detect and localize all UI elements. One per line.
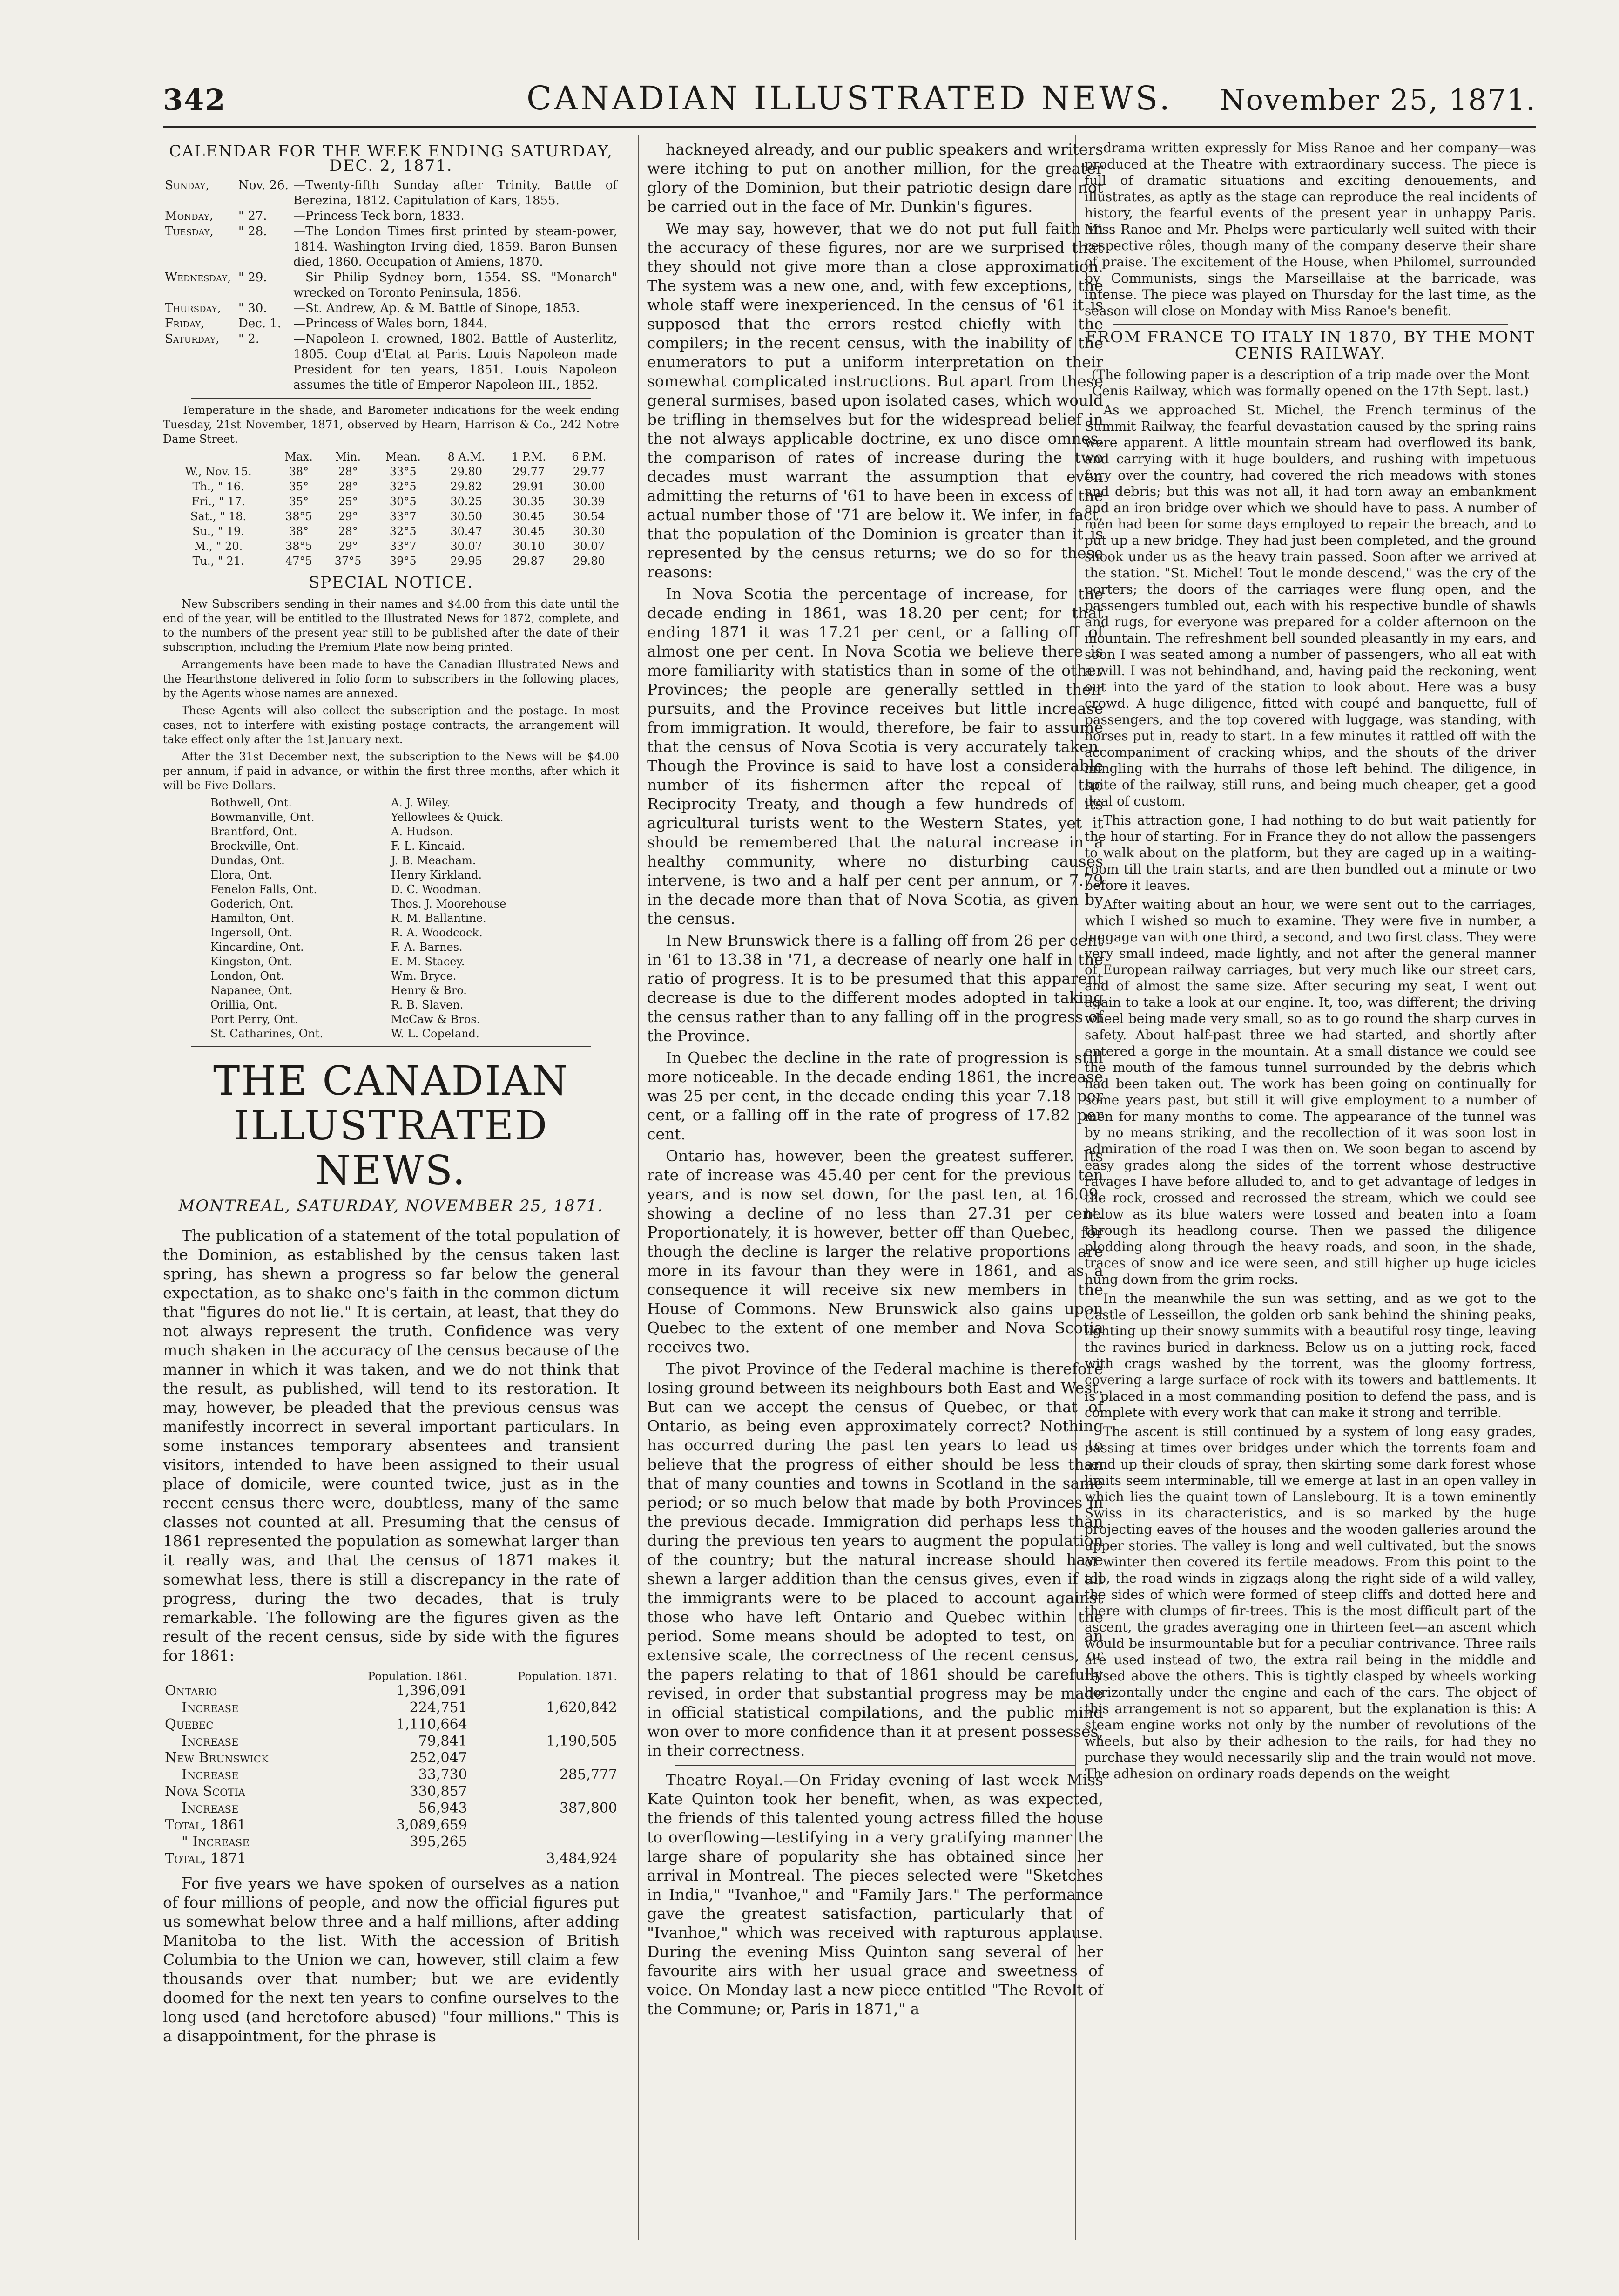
agent-row — [209, 825, 573, 839]
population-label: Increase — [182, 1767, 239, 1783]
population-row — [163, 1733, 619, 1750]
notice-paragraph: Arrangements have been made to have the Canadian Illustrated News and the Hearthstone delivered in folio form to subscribers in the following places, by the Agents whose names are annexed. — [163, 658, 619, 700]
population-row — [163, 1700, 619, 1716]
calendar-row — [163, 178, 619, 209]
weather-cell: 30.45 — [513, 525, 545, 538]
agent-place: Hamilton, Ont. — [210, 912, 295, 925]
population-value — [469, 1716, 619, 1733]
agent-name: A. J. Wiley. — [391, 796, 451, 809]
article-paragraph: In Quebec the decline in the rate of progression is still more noticeable. In the decade ending 1861, the increase was 25 per cent, in the decade ending this year 7.18 per cent, or a falling off in the rate of progress of 17.82 per cent. — [647, 1049, 1103, 1143]
weather-header — [163, 449, 274, 464]
article-paragraph: hackneyed already, and our public speakers and writers were itching to put on another million, for the greater glory of the Dominion, but their patriotic design dare not be carried out in the face of Mr. Dunkin's figures. — [647, 140, 1103, 216]
agent-name: Yellowlees & Quick. — [391, 811, 504, 824]
population-table — [163, 1670, 619, 1867]
running-masthead: CANADIAN ILLUSTRATED NEWS. — [526, 79, 1173, 117]
weather-header: 1 P.M. — [511, 450, 546, 463]
weather-cell: 37°5 — [334, 555, 362, 568]
weather-cell: 30.45 — [513, 510, 545, 523]
weather-row — [163, 509, 619, 524]
weather-cell: 33°5 — [389, 465, 417, 478]
weather-cell: 33°7 — [389, 540, 417, 553]
article-paragraph: In Nova Scotia the percentage of increase, for the decade ending in 1861, was 18.20 per cent; for that ending 1871 it was 17.21 per cent, or a falling off of almost one per cent. In Nova Scotia we believe there is more familiarity with statistics than in some of the other Provinces; the people are generally settled in their pursuits, and the Province receives but little increase from immigration. It would, therefore, be fair to assume that the census of Nova Scotia is very accurately taken. Though the Province is said to have lost a considerable number of its fishermen after the repeal of the Reciprocity Treaty, and though a few hundreds of its agricultural turists went to the Western States, yet it should be remembered that the natural increase in a healthy community, where no disturbing causes intervene, is two and a half per cent per annum, or 7.79 in the decade more than that of Nova Scotia, as given by the census. — [647, 585, 1103, 928]
agent-row — [209, 911, 573, 926]
population-value: 252,047 — [409, 1750, 467, 1766]
agent-name: A. Hudson. — [391, 825, 454, 838]
population-value — [469, 1683, 619, 1700]
agents-list — [209, 796, 573, 1041]
population-row — [163, 1817, 619, 1834]
calendar-row — [163, 301, 619, 316]
population-label: Increase — [182, 1700, 239, 1716]
calendar-date: " 30. — [238, 301, 267, 315]
weather-row — [163, 524, 619, 539]
weather-cell: 30.35 — [513, 495, 545, 508]
agent-name: Henry & Bro. — [391, 984, 467, 997]
population-value — [469, 1783, 619, 1800]
agent-name: Wm. Bryce. — [391, 969, 457, 982]
agent-place: Bothwell, Ont. — [210, 796, 292, 809]
population-value — [469, 1750, 619, 1767]
article-paragraph: After waiting about an hour, we were sent out to the carriages, which I wished so much to examine. They were five in number, a luggage van with one third, a second, and two first class. They were very small indeed, made lightly, and not after the general manner of European railway carriages, but very much like our street cars, and of almost the same size. After securing my seat, I went out again to take a look at our engine. It, too, was different; the driving wheel being made very small, so as to go round the sharp curves in safety. About half-past three we had started, and shortly after entered a gorge in the mountain. At a small distance we could see the mouth of the famous tunnel surrounded by the debris which had been taken out. The work has been going on continually for some years past, but still it will give employment to a number of men for many months to come. The appearance of the tunnel was by no means striking, and the recollection of it was soon lost in admiration of the road I was then on. We soon began to ascend by easy grades along the sides of the torrent whose destructive ravages I have before alluded to, and to get advantage of ledges in the rock, crossed and recrossed the stream, which we could see below as its blue waters were tossed and beaten into a foam through its headlong course. Then we passed the diligence plodding along through the heavy roads, and soon, in the shade, traces of snow and ice were seen, and still higher up huge icicles hung down from the grim rocks. — [1085, 897, 1536, 1287]
weather-cell: 38° — [289, 465, 309, 478]
calendar-row — [163, 332, 619, 393]
calendar-row — [163, 316, 619, 332]
weather-cell: 29.80 — [573, 555, 605, 568]
article-paragraph: The pivot Province of the Federal machine is therefore losing ground between its neighbours both East and West. But can we accept the census of Quebec, or that of Ontario, as being even approximately correct? Nothing has occurred during the past ten years to lead us to believe that the progress of either should be less than that of many counties and towns in Scotland in the same period; or so much below that made by both Provinces in the previous decade. Immigration did perhaps less than during the previous ten years to augment the population of the country; but the natural increase should have shewn a larger addition than the census gives, even if all the immigrants were to be placed to account against those who have left Ontario and Quebec within the period. Some means should be adopted to test, on an extensive scale, the correctness of the recent census, or the papers relating to that of 1861 should be carefully revised, in order that substantial progress may be made in official statistical compilations, and the public mind won over to more confidence than it at present possesses, in their correctness. — [647, 1360, 1103, 1760]
article-paragraph: In the meanwhile the sun was setting, and as we got to the Castle of Lesseillon, the golden orb sank behind the shining peaks, lighting up their snowy summits with a beautiful rosy tinge, leaving the ravines buried in darkness. Below us on a jutting rock, faced with crags washed by the torrent, was the gloomy fortress, covering a large surface of rock with its towers and battlements. It is placed in a most commanding position to defend the pass, and is complete with every work that can make it strong and terrible. — [1085, 1291, 1536, 1420]
weather-cell: M., " 20. — [194, 540, 243, 553]
population-label: New Brunswick — [165, 1750, 269, 1766]
weather-cell: 39°5 — [389, 555, 417, 568]
weather-header: Min. — [335, 450, 361, 463]
calendar-table — [163, 178, 619, 393]
divider — [191, 1046, 591, 1047]
article-paragraph: Ontario has, however, been the greatest sufferer. Its rate of increase was 45.40 per cent for the previous ten years, and is now set down, for the past ten, at 16.09, showing a decline of no less than 27.31 per cent. Proportionately, it is however, better off than Quebec, for though the decline is larger the relative proportions are more in its favour than they were in 1861, and as a consequence it will receive six new members in the House of Commons. New Brunswick also gains upon Quebec to the extent of one member and Nova Scotia receives two. — [647, 1147, 1103, 1356]
agent-name: Thos. J. Moorehouse — [391, 897, 506, 910]
weather-table — [163, 449, 619, 569]
population-value — [469, 1817, 619, 1834]
population-value: 1,620,842 — [546, 1700, 617, 1716]
column-2 — [647, 140, 1103, 2021]
population-label: Increase — [182, 1800, 239, 1816]
agent-row — [209, 1027, 573, 1041]
weather-cell: 35° — [289, 480, 309, 493]
weather-cell: 32°5 — [389, 525, 417, 538]
agent-place: Brantford, Ont. — [210, 825, 297, 838]
population-value — [319, 1850, 469, 1867]
header-rule — [163, 126, 1536, 128]
calendar-entry: —Princess Teck born, 1833. — [293, 209, 465, 223]
agent-name: J. B. Meacham. — [391, 854, 476, 867]
weather-cell: 30.47 — [450, 525, 483, 538]
page-number: 342 — [163, 83, 226, 117]
weather-cell: 30.10 — [513, 540, 545, 553]
weather-cell: 30°5 — [389, 495, 417, 508]
weather-cell: 30.39 — [573, 495, 605, 508]
weather-header: Max. — [284, 450, 313, 463]
article-title: FROM FRANCE TO ITALY IN 1870, BY THE MONT CENIS RAILWAY. — [1085, 328, 1536, 363]
divider — [191, 398, 591, 399]
population-value: 1,110,664 — [396, 1716, 467, 1733]
editorial-body — [163, 1226, 619, 1665]
agent-place: Bowmanville, Ont. — [210, 811, 315, 824]
calendar-entry: —Napoleon I. crowned, 1802. Battle of Austerlitz, 1805. Coup d'Etat at Paris. Louis Napoleon made President for ten years, 1851. Louis Napoleon assumes the title of Emperor Napoleon III., 1852. — [293, 332, 617, 392]
weather-cell: 33°7 — [389, 510, 417, 523]
weather-row — [163, 494, 619, 509]
calendar-row — [163, 224, 619, 270]
agent-row — [209, 1012, 573, 1027]
weather-cell: 25° — [338, 495, 358, 508]
weather-cell: 30.54 — [573, 510, 605, 523]
agent-place: Goderich, Ont. — [210, 897, 294, 910]
calendar-entry: —Sir Philip Sydney born, 1554. SS. "Monarch" wrecked on Toronto Peninsula, 1856. — [293, 271, 617, 300]
calendar-day: Monday, — [165, 209, 213, 223]
population-header — [163, 1670, 319, 1683]
weather-cell: 30.00 — [573, 480, 605, 493]
weather-row — [163, 539, 619, 554]
population-row — [163, 1834, 619, 1850]
population-header: Population. 1861. — [368, 1670, 467, 1683]
weather-cell: 29.77 — [573, 465, 605, 478]
weather-cell: 28° — [338, 525, 358, 538]
agent-place: Ingersoll, Ont. — [210, 926, 292, 939]
population-value: 56,943 — [418, 1800, 467, 1816]
article-paragraph: We may say, however, that we do not put full faith in the accuracy of these figures, nor are we surprised that they should not give more than a close approximation. The system was a new one, and, with few exceptions, the whole staff were inexperienced. In the census of '61 it is supposed that the errors rested chiefly with the compilers; in the recent census, with the inability of the enumerators to put a uniform interpretation on their somewhat complicated instructions. But apart from these general surmises, based upon isolated cases, which would be trifling in themselves but for the widespread belief in the not always applicable doctrine, ex uno disce omnes, the comparison of rates of increase during the two decades must warrant the assumption that even admitting the returns of '61 to have been in excess of the actual number those of '71 are below it. We infer, in fact, that the population of the Dominion is greater than it is represented by the census returns; we do so for these reasons: — [647, 219, 1103, 581]
weather-header: 8 A.M. — [447, 450, 485, 463]
weather-cell: 29.77 — [513, 465, 545, 478]
weather-cell: 29.87 — [513, 555, 545, 568]
weather-row — [163, 479, 619, 494]
agent-row — [209, 955, 573, 969]
article-paragraph: The ascent is still continued by a system of long easy grades, passing at times over bridges under which the torrents foam and send up their clouds of spray, then skirting some dark forest whose limits seem interminable, till we emerge at last in an open valley in which lies the quaint town of Lanslebourg. It is a town eminently Swiss in its characteristics, and is so marked by the huge projecting eaves of the houses and the wooden galleries around the upper stories. The valley is long and well cultivated, but the snows of winter then covered its fertile meadows. From this point to the top, the road winds in zigzags along the right side of a wild valley, the sides of which were formed of steep cliffs and dotted here and there with clumps of fir-trees. This is the most difficult part of the ascent, the grades averaging one in thirteen feet—an ascent which would be insurmountable but for a peculiar contrivance. Three rails are used instead of two, the extra rail being in the middle and raised above the others. This is tightly clasped by wheels working horizontally under the engine and each of the cars. The object of this arrangement is not so apparent, but the explanation is this: A steam engine works not only by the number of revolutions of the wheels, but also by their adhesion to the rails, for had they no purchase they would necessarily slip and the train would not move. The adhesion on ordinary roads depends on the weight — [1085, 1424, 1536, 1781]
calendar-row — [163, 270, 619, 301]
agent-place: London, Ont. — [210, 969, 284, 982]
agent-name: F. A. Barnes. — [391, 941, 463, 954]
population-label: Total, 1871 — [165, 1850, 246, 1867]
calendar-day: Friday, — [165, 317, 205, 331]
weather-cell: 38° — [289, 525, 309, 538]
population-value: 330,857 — [409, 1783, 467, 1800]
agent-place: Brockville, Ont. — [210, 840, 299, 853]
notice-paragraph: New Subscribers sending in their names and $4.00 from this date until the end of the year, will be entitled to the Illustrated News for 1872, complete, and to the numbers of the present year still to be published after the date of their subscription, including the Premium Plate now being printed. — [163, 597, 619, 654]
calendar-date: " 29. — [238, 271, 267, 284]
calendar-title: CALENDAR FOR THE WEEK ENDING SATURDAY, DEC. 2, 1871. — [169, 142, 613, 175]
agent-place: Orillia, Ont. — [210, 998, 277, 1011]
theatre-notice-continued: drama written expressly for Miss Ranoe and her company—was produced at the Theatre with extraordinary success. The piece is full of dramatic situations and exciting denouements, and illustrates, as aptly as the stage can reproduce the real incidents of history, the fearful events of the present year in unhappy Paris. Miss Ranoe and Mr. Phelps were particularly well suited with their respective rôles, though many of the company deserve their share of praise. The excitement of the House, when Philomel, surrounded by Communists, sings the Marseillaise at the barricade, was intense. The piece was played on Thursday for the last time, as the season will close on Monday with Miss Ranoe's benefit. — [1085, 140, 1536, 318]
calendar-entry: —Twenty-fifth Sunday after Trinity. Battle of Berezina, 1812. Capitulation of Kars, 1855. — [293, 178, 617, 208]
weather-cell: Tu., " 21. — [192, 555, 244, 568]
population-label: Quebec — [165, 1716, 214, 1733]
agent-row — [209, 839, 573, 853]
page-header — [163, 75, 1536, 126]
agent-row — [209, 998, 573, 1012]
editorial-body-continued — [163, 1874, 619, 2045]
weather-cell: 47°5 — [285, 555, 312, 568]
census-article-continued — [647, 140, 1103, 1760]
special-notice-title: SPECIAL NOTICE. — [309, 573, 473, 592]
weather-cell: 28° — [338, 480, 358, 493]
weather-header: Mean. — [385, 450, 421, 463]
special-notice-body — [163, 597, 619, 793]
article-paragraph: As we approached St. Michel, the French terminus of the Summit Railway, the fearful devastation caused by the spring rains were apparent. A little mountain stream had overflowed its bank, and carrying with it huge boulders, and rushing with impetuous fury over the country, had covered the rich meadows with stones and debris; but this was not all, it had torn away an embankment and an iron bridge over which we should have to pass. A number of men had been for some days employed to repair the breach, and to put up a new bridge. They had just been completed, and the ground shook under us as the heavy train passed. Soon after we arrived at the station. "St. Michel! Tout le monde descend," was the cry of the porters; the doors of the carriages were flung open, and the passengers tumbled out, each with his respective bundle of shawls and rugs, for everyone was prepared for a colder afternoon on the mountain. The refreshment bell sounded pleasantly in my ears, and soon I was seated among a number of passengers, who all eat with a will. I was not behindhand, and, having paid the reckoning, went out into the yard of the station to look about. Here was a busy crowd. A huge diligence, fitted with coupé and banquette, full of passengers, and the top covered with luggage, was standing, with horses put in, ready to start. In a few minutes it rattled off with the accompaniment of cracking whips, and the shouts of the driver mingling with the hurrahs of those left behind. The diligence, in spite of the railway, still runs, and being much cheaper, get a good deal of custom. — [1085, 402, 1536, 809]
column-3 — [1085, 140, 1536, 1785]
column-divider — [638, 135, 639, 2240]
weather-cell: 30.07 — [450, 540, 483, 553]
population-row — [163, 1850, 619, 1867]
editorial-dateline: MONTREAL, SATURDAY, NOVEMBER 25, 1871. — [178, 1197, 604, 1215]
population-value: 1,396,091 — [396, 1683, 467, 1699]
article-paragraph: In New Brunswick there is a falling off from 26 per cent in '61 to 13.38 in '71, a decrease of nearly one half in the ratio of progress. It is to be presumed that this apparent decrease is due to the different modes adopted in taking the census rather than to any falling off in the progress of the Province. — [647, 931, 1103, 1045]
agent-row — [209, 853, 573, 868]
population-value: 395,265 — [409, 1834, 467, 1850]
agent-row — [209, 810, 573, 825]
agent-row — [209, 926, 573, 940]
agent-row — [209, 969, 573, 983]
population-value: 387,800 — [559, 1800, 617, 1816]
weather-cell: 29° — [338, 540, 358, 553]
weather-cell: 30.25 — [450, 495, 483, 508]
agent-row — [209, 796, 573, 810]
agent-row — [209, 897, 573, 911]
agent-place: Kincardine, Ont. — [210, 941, 304, 954]
population-row — [163, 1750, 619, 1767]
article-paragraph: This attraction gone, I had nothing to do but wait patiently for the hour of starting. For in France they do not allow the passengers to walk about on the platform, but they are caged up in a waiting-room till the train starts, and are then bundled out a minute or two before it leaves. — [1085, 813, 1536, 893]
population-value: 79,841 — [418, 1733, 467, 1749]
agent-name: Henry Kirkland. — [391, 868, 482, 881]
agent-place: Fenelon Falls, Ont. — [210, 883, 317, 896]
population-row — [163, 1683, 619, 1700]
calendar-date: " 27. — [238, 209, 267, 223]
agent-row — [209, 882, 573, 897]
weather-cell: W., Nov. 15. — [185, 465, 252, 478]
agent-name: E. M. Stacey. — [391, 955, 465, 968]
calendar-date: Nov. 26. — [238, 178, 289, 192]
population-row — [163, 1716, 619, 1733]
weather-cell: Sat., " 18. — [190, 510, 247, 523]
agent-name: R. M. Ballantine. — [391, 912, 486, 925]
weather-cell: 29° — [338, 510, 358, 523]
agent-row — [209, 940, 573, 955]
population-label: Increase — [182, 1733, 239, 1749]
population-label: Ontario — [165, 1683, 217, 1699]
calendar-day: Wednesday, — [165, 271, 231, 284]
population-value: 224,751 — [409, 1700, 467, 1716]
calendar-entry: —Princess of Wales born, 1844. — [293, 317, 488, 331]
weather-row — [163, 554, 619, 569]
population-value: 3,484,924 — [546, 1850, 617, 1867]
weather-cell: 29.95 — [450, 555, 483, 568]
editorial-title: THE CANADIAN ILLUSTRATED NEWS. — [213, 1058, 569, 1194]
agent-name: McCaw & Bros. — [391, 1013, 480, 1026]
weather-cell: 32°5 — [389, 480, 417, 493]
weather-row — [163, 464, 619, 479]
population-label: Nova Scotia — [165, 1783, 245, 1800]
calendar-row — [163, 209, 619, 224]
agent-row — [209, 983, 573, 998]
calendar-day: Tuesday, — [165, 224, 214, 238]
population-value: 285,777 — [559, 1767, 617, 1783]
calendar-day: Thursday, — [165, 301, 221, 315]
weather-intro: Temperature in the shade, and Barometer indications for the week ending Tuesday, 21st November, 1871, observed by Hearn, Harrison & Co., 242 Notre Dame Street. — [163, 404, 619, 446]
population-value: 1,190,505 — [546, 1733, 617, 1749]
divider — [1113, 324, 1508, 325]
population-row — [163, 1767, 619, 1783]
population-label: " Increase — [182, 1834, 250, 1850]
weather-cell: Fri., " 17. — [191, 495, 245, 508]
weather-cell: 30.30 — [573, 525, 605, 538]
agent-name: W. L. Copeland. — [391, 1027, 479, 1040]
theatre-notice: Theatre Royal.—On Friday evening of last week Miss Kate Quinton took her benefit, when, as was expected, the friends of this talented young actress filled the house to overflowing—testifying in a very gratifying manner the large share of popularity she has obtained since her arrival in Montreal. The pieces selected were "Sketches in India," "Ivanhoe," and "Family Jars." The performance gave the greatest satisfaction, particularly that of "Ivanhoe," which was received with rapturous applause. During the evening Miss Quinton sang several of her favourite airs with her usual grace and sweetness of voice. On Monday last a new piece entitled "The Revolt of the Commune; or, Paris in 1871," a — [647, 1771, 1103, 2018]
calendar-date: " 28. — [238, 224, 267, 238]
notice-paragraph: After the 31st December next, the subscription to the News will be $4.00 per annum, if paid in advance, or within the first three months, after which it will be Five Dollars. — [163, 750, 619, 792]
agent-name: D. C. Woodman. — [391, 883, 481, 896]
weather-cell: 29.91 — [513, 480, 545, 493]
weather-cell: 29.82 — [450, 480, 483, 493]
calendar-date: " 2. — [238, 332, 260, 346]
population-value: 33,730 — [418, 1767, 467, 1783]
divider — [675, 1765, 1075, 1766]
editorial-paragraph: The publication of a statement of the total population of the Dominion, as established by the census taken last spring, has shewn a progress so far below the general expectation, as to shake one's faith in the common dictum that "figures do not lie." It is certain, at least, that they do not always represent the truth. Confidence was very much shaken in the accuracy of the census because of the manner in which it was taken, and we do not think that the result, as published, will tend to its restoration. It may, however, be pleaded that the previous census was manifestly incorrect in several important particulars. In some instances temporary absentees and transient visitors, intended to have been assigned to their usual place of domicile, were counted twice, just as in the recent census there were, doubtless, many of the same classes not counted at all. Presuming that the census of 1861 represented the population as somewhat larger than it really was, and that the census of 1871 makes it somewhat less, there is still a discrepancy in the rate of progress, during the two decades, that is truly remarkable. The following are the figures given as the result of the recent census, side by side with the figures for 1861: — [163, 1226, 619, 1665]
weather-cell: 29.80 — [450, 465, 483, 478]
population-row — [163, 1783, 619, 1800]
article-body — [1085, 402, 1536, 1782]
weather-cell: 30.50 — [450, 510, 483, 523]
agent-row — [209, 868, 573, 882]
article-intro: (The following paper is a description of a trip made over the Mont Cenis Railway, which was formally opened on the 17th Sept. last.) — [1091, 367, 1530, 399]
calendar-entry: —The London Times first printed by steam-power, 1814. Washington Irving died, 1859. Baron Bunsen died, 1860. Occupation of Amiens, 1870. — [293, 224, 617, 269]
weather-cell: 28° — [338, 465, 358, 478]
weather-cell: Su., " 19. — [192, 525, 244, 538]
population-row — [163, 1800, 619, 1817]
agent-name: F. L. Kincaid. — [391, 840, 465, 853]
calendar-date: Dec. 1. — [238, 317, 282, 331]
population-label: Total, 1861 — [165, 1817, 246, 1833]
agent-place: Kingston, Ont. — [210, 955, 292, 968]
agent-place: Port Perry, Ont. — [210, 1013, 298, 1026]
weather-cell: 35° — [289, 495, 309, 508]
editorial-paragraph: For five years we have spoken of ourselves as a nation of four millions of people, and now the official figures put us somewhat below three and a half millions, after adding Manitoba to the list. With the accession of British Columbia to the Union we can, however, still claim a few thousands over that number; but we are evidently doomed for the next ten years to confine ourselves to the long used (and heretofore abused) "four millions." This is a disappointment, for the phrase is — [163, 1874, 619, 2045]
agent-place: St. Catharines, Ont. — [210, 1027, 324, 1040]
agent-name: R. B. Slaven. — [391, 998, 464, 1011]
calendar-entry: —St. Andrew, Ap. & M. Battle of Sinope, 1853. — [293, 301, 580, 315]
weather-cell: 38°5 — [285, 540, 312, 553]
agent-place: Elora, Ont. — [210, 868, 273, 881]
population-value: 3,089,659 — [396, 1817, 467, 1833]
weather-header: 6 P.M. — [572, 450, 607, 463]
agent-place: Napanee, Ont. — [210, 984, 293, 997]
weather-cell: 30.07 — [573, 540, 605, 553]
agent-place: Dundas, Ont. — [210, 854, 285, 867]
weather-cell: Th., " 16. — [192, 480, 244, 493]
weather-cell: 38°5 — [285, 510, 312, 523]
agent-name: R. A. Woodcock. — [391, 926, 483, 939]
calendar-day: Saturday, — [165, 332, 220, 346]
population-value — [469, 1834, 619, 1850]
calendar-day: Sunday, — [165, 178, 209, 192]
population-header: Population. 1871. — [518, 1670, 617, 1683]
issue-date: November 25, 1871. — [1220, 83, 1536, 117]
notice-paragraph: These Agents will also collect the subscription and the postage. In most cases, not to interfere with existing postage contracts, the arrangement will take effect only after the 1st January next. — [163, 704, 619, 746]
column-1 — [163, 140, 619, 2048]
